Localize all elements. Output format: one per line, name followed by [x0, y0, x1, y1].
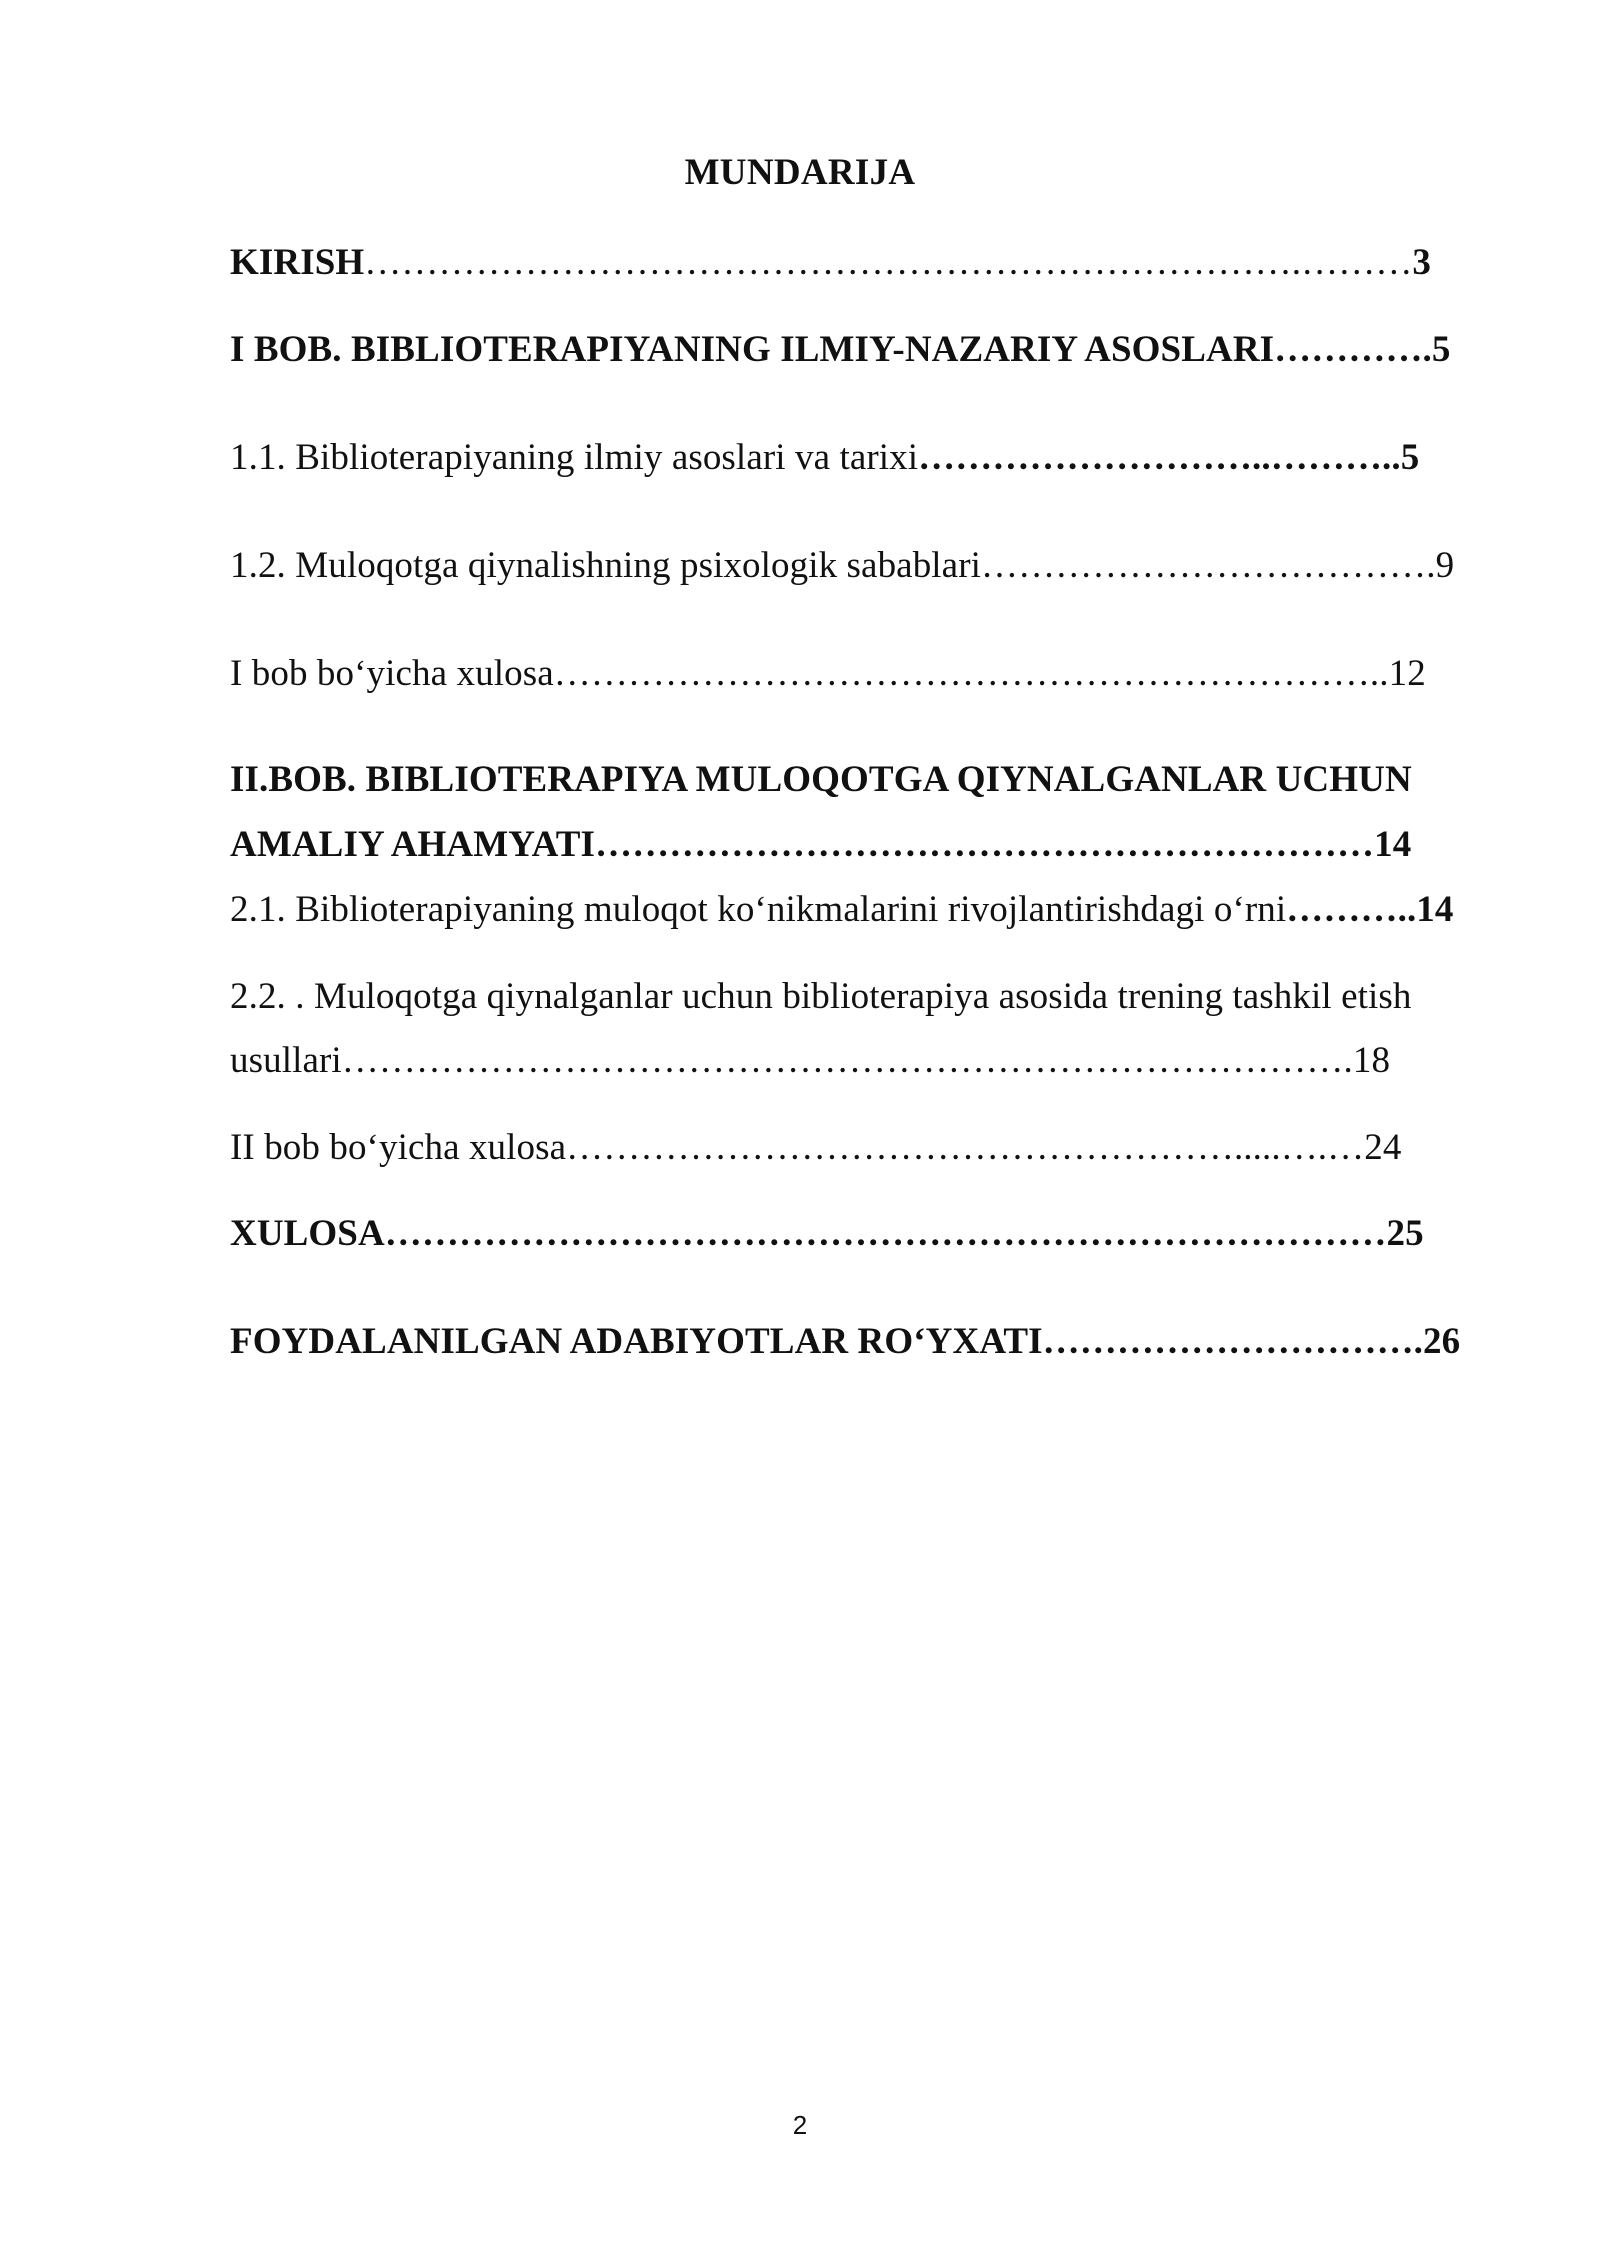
toc-entry-page: 12 — [1388, 653, 1426, 694]
toc-entry-page: 3 — [1412, 242, 1432, 283]
toc-entry-leader: ………………………………. — [981, 545, 1436, 586]
toc-entry-page: 14 — [1374, 824, 1412, 865]
toc-entry-text: FOYDALANILGAN ADABIYOTLAR RO‘YXATI — [230, 1321, 1043, 1362]
toc-entry-chapter-1 — [230, 327, 1530, 373]
toc-entry-chapter-2-line-2 — [230, 822, 1530, 868]
toc-entry-text: I bob bo‘yicha xulosa — [230, 653, 554, 694]
toc-entry-chapter-1-summary — [230, 651, 1530, 697]
toc-entry-leader: ……….. — [1286, 889, 1417, 930]
toc-entry-text: AMALIY AHAMYATI — [230, 824, 596, 865]
toc-entry-text: II.BOB. BIBLIOTERAPIYA MULOQOTGA QIYNALGANLAR UCHUN — [230, 759, 1412, 800]
toc-title: MUNDARIJA — [684, 152, 916, 193]
toc-entry-chapter-2-line-1 — [230, 757, 1530, 803]
toc-entry-section-2-1 — [230, 887, 1530, 933]
toc-entry-page: 18 — [1352, 1040, 1391, 1081]
toc-entry-references — [230, 1319, 1530, 1365]
toc-entry-section-2-2-line-2 — [230, 1038, 1530, 1084]
toc-entry-text: 1.1. Biblioterapiyaning ilmiy asoslari va tarixi — [230, 437, 919, 478]
toc-entry-xulosa — [230, 1211, 1530, 1257]
toc-entry-text: usullari — [230, 1040, 342, 1081]
toc-entry-page: 25 — [1386, 1213, 1424, 1254]
toc-entry-page: 9 — [1435, 545, 1455, 586]
toc-entry-kirish — [230, 240, 1530, 286]
toc-entry-leader: ……………………………………………………… — [595, 824, 1375, 865]
toc-entry-leader: …………. — [1274, 329, 1432, 370]
toc-entry-leader: …………………………. — [1042, 1321, 1424, 1362]
toc-entry-leader: ………………………………………………………………….……… — [364, 242, 1413, 283]
toc-entry-leader: ………………………………………………………………………. — [341, 1040, 1353, 1081]
toc-entry-section-1-2 — [230, 543, 1530, 589]
toc-entry-section-2-2-line-1 — [230, 974, 1530, 1020]
toc-entry-text: 2.2. . Muloqotga qiynalganlar uchun biblioterapiya asosida trening tashkil etish — [230, 976, 1412, 1017]
toc-entry-page: 5 — [1400, 437, 1420, 478]
toc-entry-page: 14 — [1416, 889, 1454, 930]
toc-entry-chapter-2-summary — [230, 1125, 1530, 1171]
toc-entry-leader: ………………………………………………………….. — [553, 653, 1389, 694]
toc-entry-page: 5 — [1431, 329, 1451, 370]
toc-entry-text: II bob bo‘yicha xulosa — [230, 1127, 567, 1168]
toc-entry-text: 2.1. Biblioterapiyaning muloqot ko‘nikmalarini rivojlantirishdagi o‘rni — [230, 889, 1287, 930]
page-number: 2 — [792, 2110, 808, 2140]
toc-entry-section-1-1 — [230, 435, 1530, 481]
toc-entry-text: XULOSA — [230, 1213, 385, 1254]
toc-entry-page: 26 — [1423, 1321, 1461, 1362]
toc-entry-text: KIRISH — [230, 242, 365, 283]
toc-entry-leader: ……………………………………………………………………… — [384, 1213, 1387, 1254]
toc-entry-text: I BOB. BIBLIOTERAPIYANING ILMIY-NAZARIY ASOSLARI — [230, 329, 1275, 370]
toc-entry-text: 1.2. Muloqotga qiynalishning psixologik sabablari — [230, 545, 982, 586]
toc-entry-leader: ………………………..……….. — [918, 437, 1401, 478]
toc-entry-leader: ……………………………………………….....….… — [566, 1127, 1365, 1168]
toc-entry-page: 24 — [1364, 1127, 1402, 1168]
